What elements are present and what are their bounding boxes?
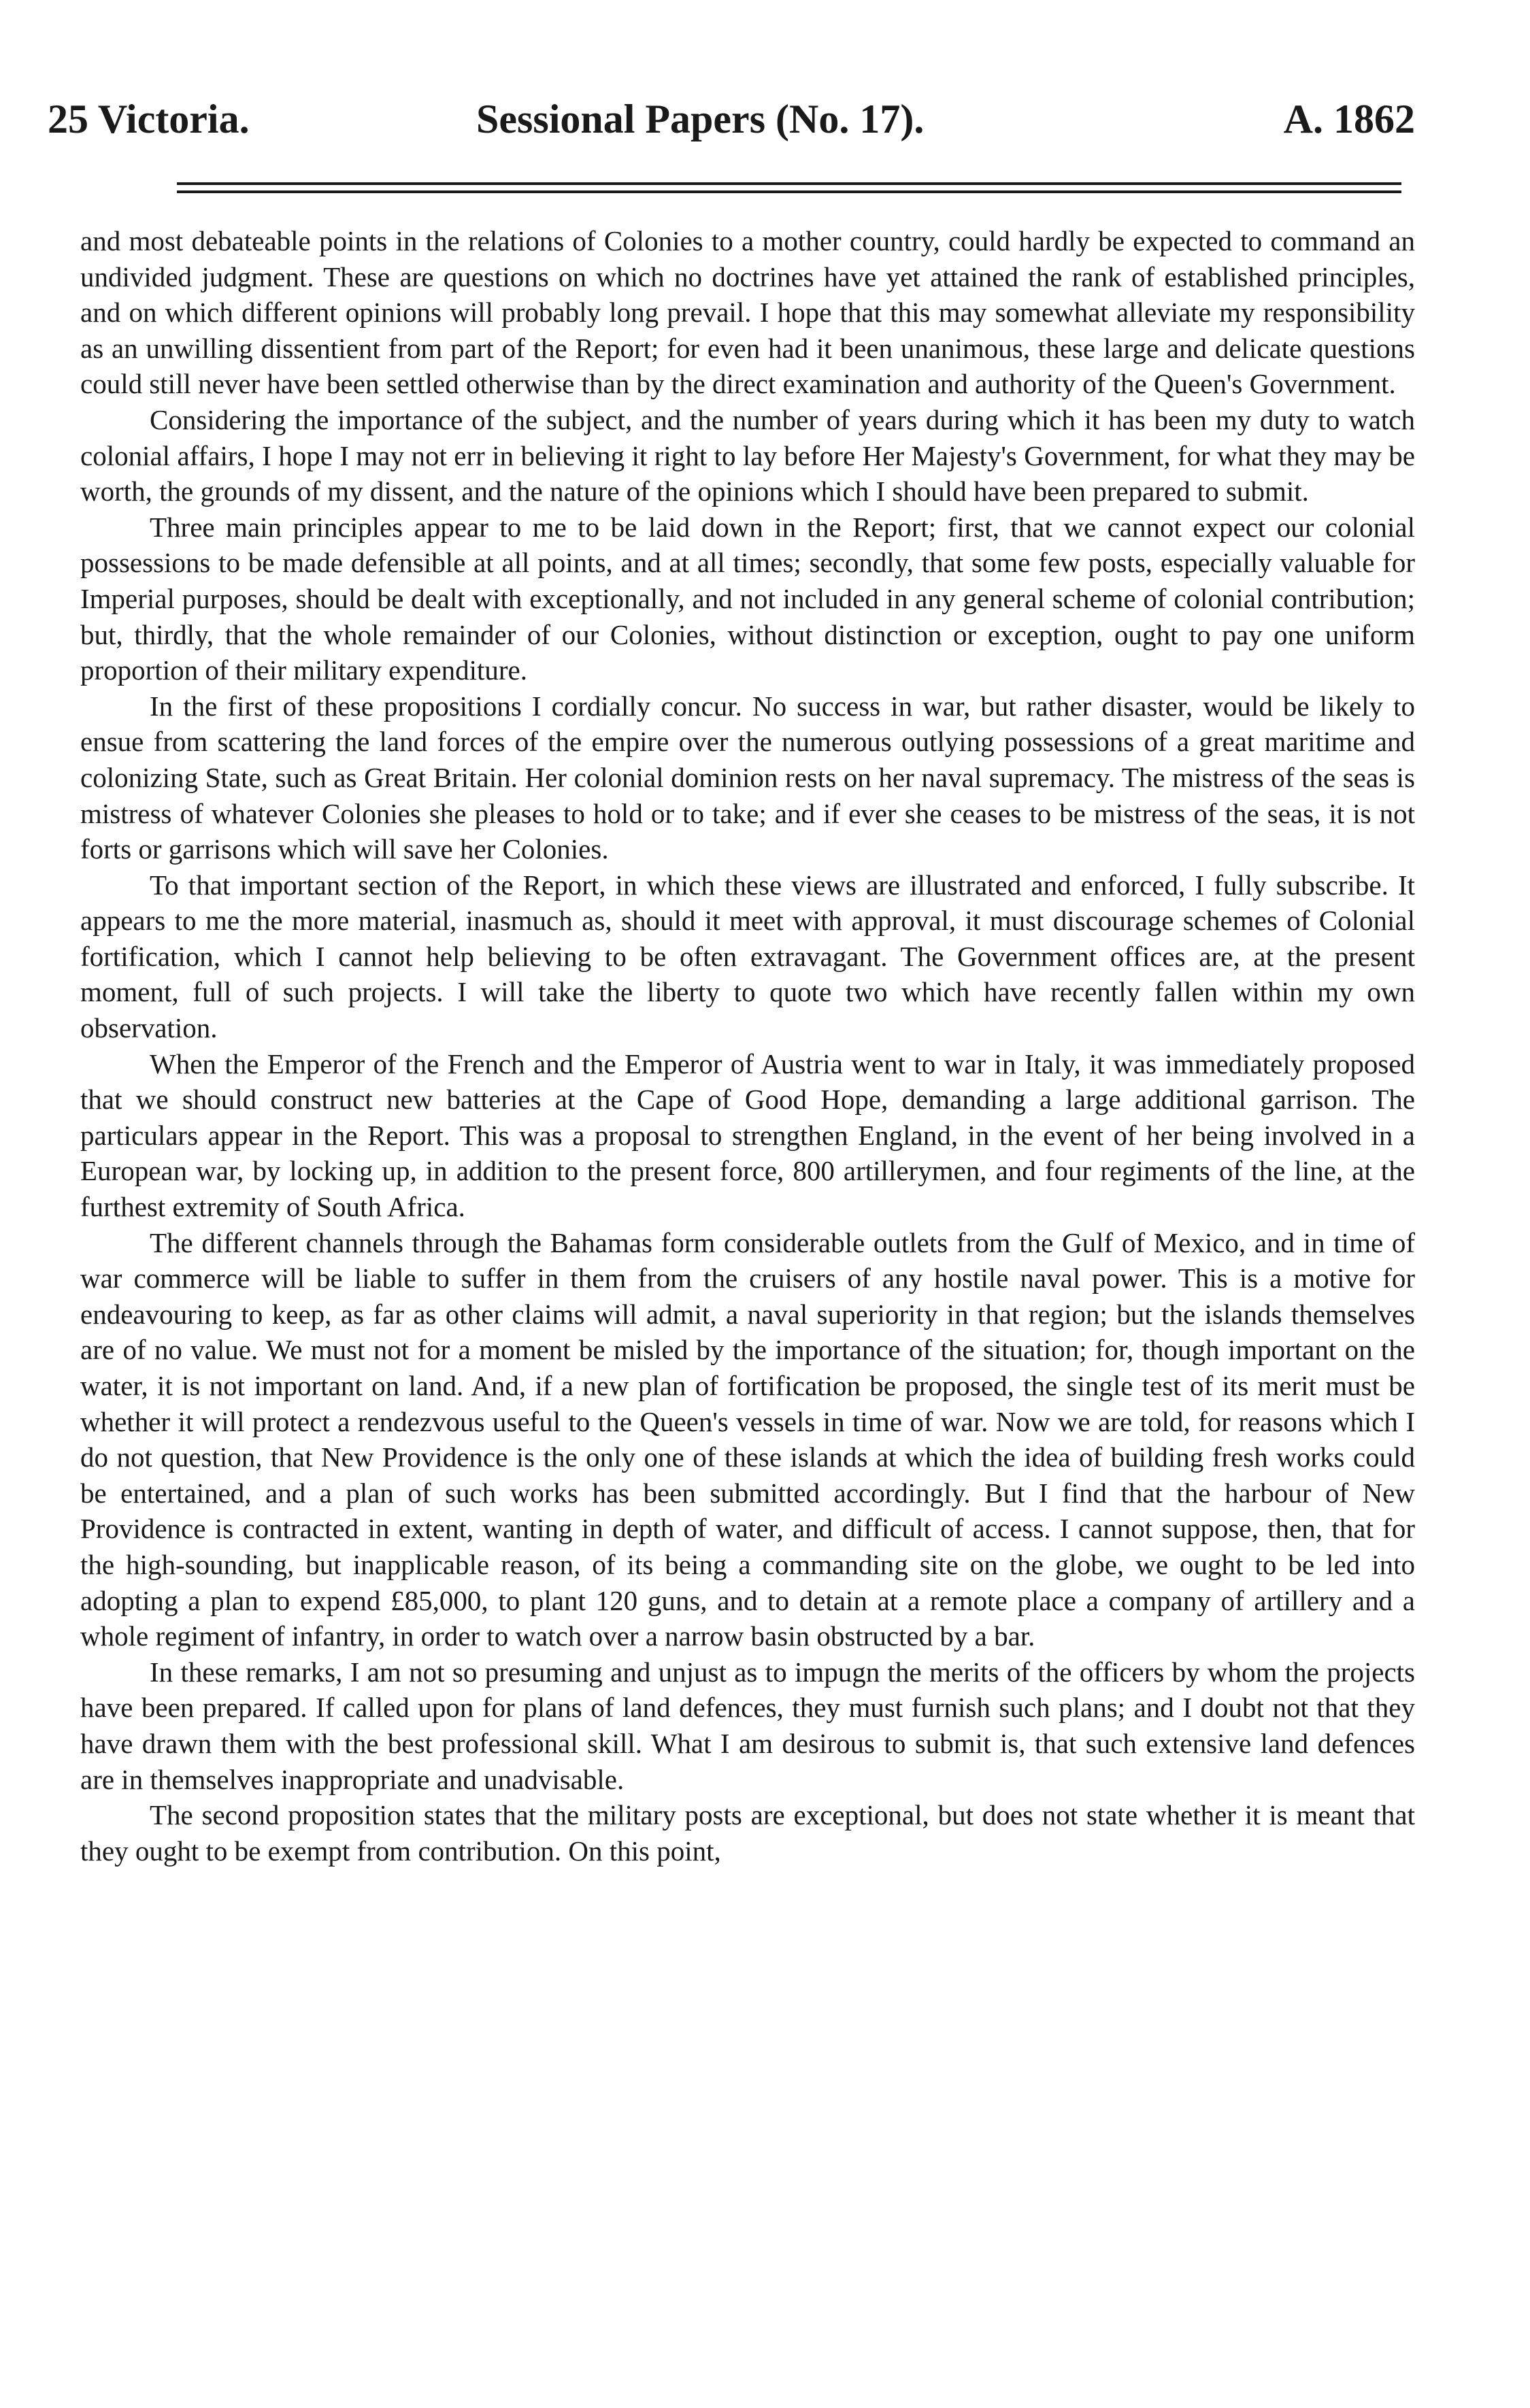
header-rule-bottom: [177, 190, 1401, 193]
paragraph: The different channels through the Bahamas form considerable outlets from the Gulf of Mexico, and in time of war commerce will be liable to suffer in them from the cruisers of any hostile naval power. This is a motive for endeavouring to keep, as far as other claims will admit, a naval superiority in that region; but the islands themselves are of no value. We must not for a moment be misled by the importance of the situation; for, though important on the water, it is not important on land. And, if a new plan of fortification be proposed, the single test of its merit must be whether it will protect a rendezvous useful to the Queen's vessels in time of war. Now we are told, for reasons which I do not question, that New Providence is the only one of these islands at which the idea of building fresh works could be entertained, and a plan of such works has been submitted accordingly. But I find that the harbour of New Providence is contracted in extent, wanting in depth of water, and difficult of access. I cannot suppose, then, that for the high-sounding, but inapplicable reason, of its being a commanding site on the globe, we ought to be led into adopting a plan to expend £85,000, to plant 120 guns, and to detain at a remote place a company of artillery and a whole regiment of infantry, in order to watch over a narrow basin obstructed by a bar.: [80, 1226, 1415, 1652]
paragraph: In these remarks, I am not so presuming and unjust as to impugn the merits of the officers by whom the projects have been prepared. If called upon for plans of land defences, they must furnish such plans; and I doubt not that they have drawn them with the best professional skill. What I am desirous to submit is, that such extensive land defences are in themselves inappropriate and unadvisable.: [80, 1656, 1415, 1795]
header-rule-top: [177, 182, 1401, 185]
running-header: [48, 88, 1415, 150]
paragraph: Three main principles appear to me to be laid down in the Report; first, that we cannot expect our colonial possessions to be made defensible at all points, and at all times; secondly, that some few posts, especially valuable for Imperial purposes, should be dealt with exceptionally, and not included in any general scheme of colonial contribution; but, thirdly, that the whole remainder of our Colonies, without distinction or exception, ought to pay one uniform proportion of their military expenditure.: [80, 511, 1415, 686]
paragraph: The second proposition states that the military posts are exceptional, but does not state whether it is meant that they ought to be exempt from contribution. On this point,: [80, 1799, 1415, 1867]
header-year: A. 1862: [1283, 97, 1415, 141]
paragraph-continuation: and most debateable points in the relations of Colonies to a mother country, could hardly be expected to command an undivided judgment. These are questions on which no doctrines have yet attained the rank of established principles, and on which different opinions will probably long prevail. I hope that this may somewhat alleviate my responsibility as an unwilling dissentient from part of the Report; for even had it been unanimous, these large and delicate questions could still never have been settled otherwise than by the direct examination and authority of the Queen's Government.: [80, 225, 1415, 400]
paragraph: In the first of these propositions I cordially concur. No success in war, but rather disaster, would be likely to ensue from scattering the land forces of the empire over the numerous outlying possessions of a great maritime and colonizing State, such as Great Britain. Her colonial dominion rests on her naval supremacy. The mistress of the seas is mistress of whatever Colonies she pleases to hold or to take; and if ever she ceases to be mistress of the seas, it is not forts or garrisons which will save her Colonies.: [80, 690, 1415, 865]
paragraph: Considering the importance of the subject, and the number of years during which it has been my duty to watch colonial affairs, I hope I may not err in believing it right to lay before Her Majesty's Government, for what they may be worth, the grounds of my dissent, and the nature of the opinions which I should have been prepared to submit.: [80, 403, 1415, 507]
header-sessional-papers: Sessional Papers (No. 17).: [476, 97, 925, 141]
body-text: [80, 223, 1415, 1869]
header-regnal-year: 25 Victoria.: [48, 97, 250, 141]
paragraph: When the Emperor of the French and the Emperor of Austria went to war in Italy, it was immediately proposed that we should construct new batteries at the Cape of Good Hope, demanding a large additional garrison. The particulars appear in the Report. This was a proposal to strengthen England, in the event of her being involved in a European war, by locking up, in addition to the present force, 800 artillerymen, and four regiments of the line, at the furthest extremity of South Africa.: [80, 1048, 1415, 1223]
paragraph: To that important section of the Report, in which these views are illustrated and enforced, I fully subscribe. It appears to me the more material, inasmuch as, should it meet with approval, it must discourage schemes of Colonial fortification, which I cannot help believing to be often extravagant. The Government offices are, at the present moment, full of such projects. I will take the liberty to quote two which have recently fallen within my own observation.: [80, 869, 1415, 1044]
